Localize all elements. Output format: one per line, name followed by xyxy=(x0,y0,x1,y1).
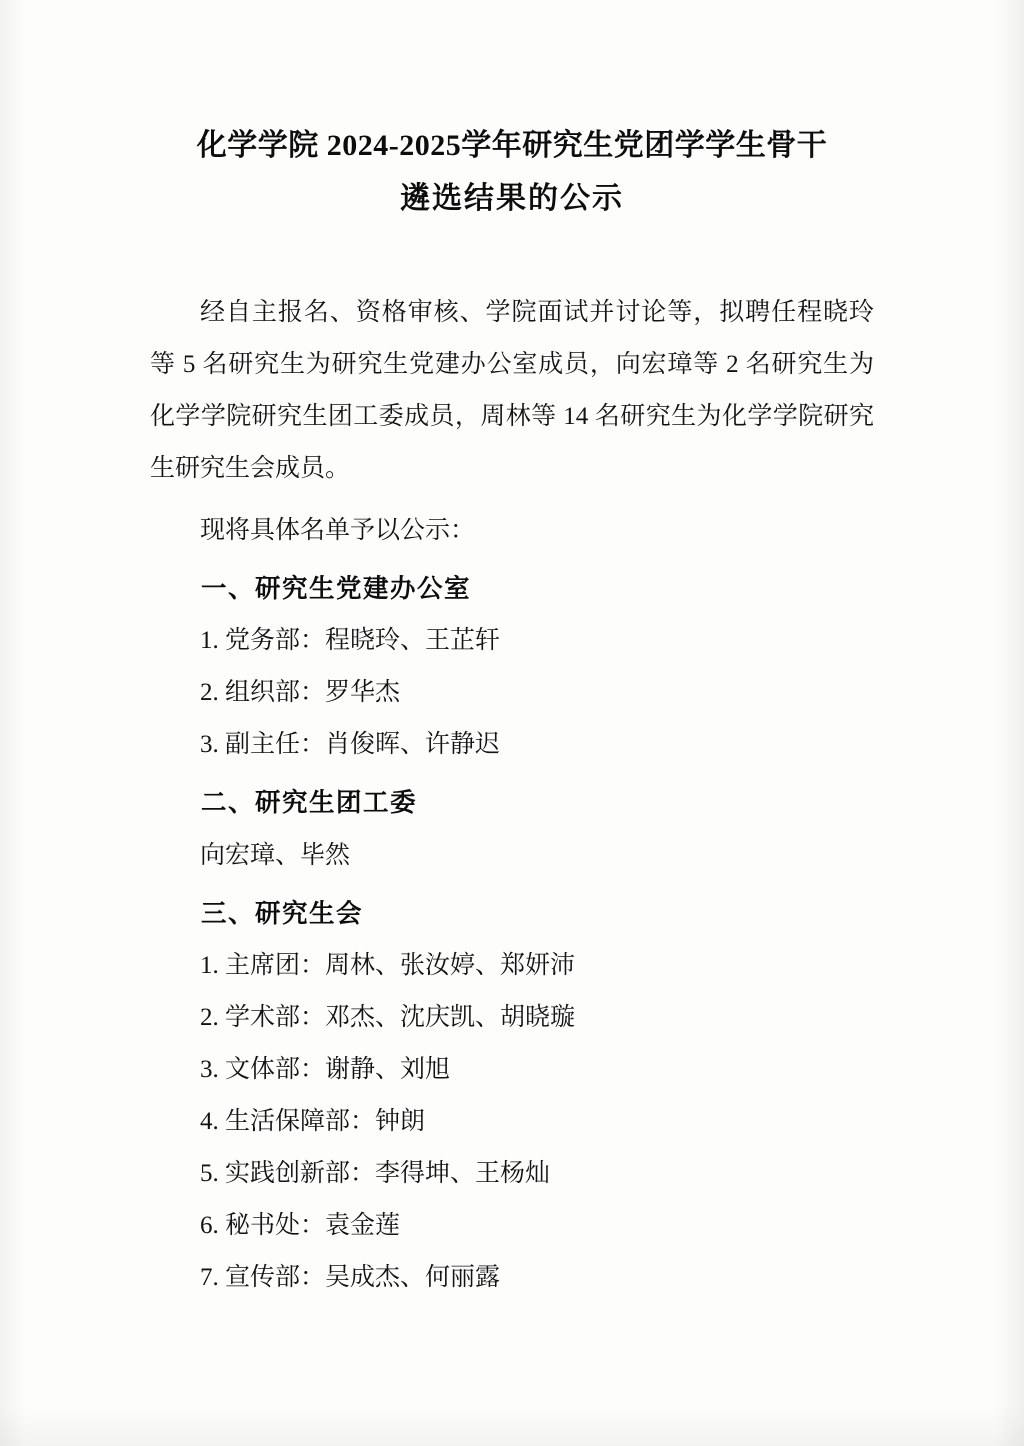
list-item: 1. 党务部：程晓玲、王芷轩 xyxy=(200,627,501,655)
section-heading-2: 二、研究生团工委 xyxy=(201,788,418,818)
section-youth-league xyxy=(150,777,874,881)
title-line-2: 遴选结果的公示 xyxy=(400,181,624,215)
list-item: 3. 文体部：谢静、刘旭 xyxy=(200,1055,451,1083)
list-item: 7. 宣传部：吴成杰、何丽露 xyxy=(200,1263,501,1291)
title-line-1: 化学学院 2024-2025学年研究生党团学学生骨干 xyxy=(196,129,828,162)
list-item: 6. 秘书处：袁金莲 xyxy=(200,1211,401,1239)
document-body xyxy=(150,287,874,1304)
list-item: 2. 学术部：邓杰、沈庆凯、胡晓璇 xyxy=(200,1003,576,1031)
section-party-office xyxy=(150,563,874,771)
section-2-names: 向宏璋、毕然 xyxy=(200,841,351,869)
intro-paragraph: 经自主报名、资格审核、学院面试并讨论等，拟聘任程晓玲等 5 名研究生为研究生党建办公室成员，向宏璋等 2 名研究生为化学学院研究生团工委成员，周林等 14 名研究生为化学学院研究生研究生会成员。 xyxy=(150,299,874,482)
section-heading-3: 三、研究生会 xyxy=(201,898,364,928)
page-title xyxy=(182,120,842,225)
notice-paragraph: 现将具体名单予以公示： xyxy=(200,517,476,544)
section-heading-1: 一、研究生党建办公室 xyxy=(201,574,472,603)
page-edge-shadow-bottom xyxy=(0,1406,1024,1446)
section-student-union xyxy=(150,888,874,1304)
page-edge-shadow-left xyxy=(0,0,26,1446)
list-item: 3. 副主任：肖俊晖、许静迟 xyxy=(200,731,501,759)
list-item: 4. 生活保障部：钟朗 xyxy=(200,1107,426,1135)
list-item: 5. 实践创新部：李得坤、王杨灿 xyxy=(200,1159,551,1187)
list-item: 2. 组织部：罗华杰 xyxy=(200,679,401,707)
list-item: 1. 主席团：周林、张汝婷、郑妍沛 xyxy=(200,951,576,979)
page-edge-shadow-right xyxy=(994,0,1024,1446)
